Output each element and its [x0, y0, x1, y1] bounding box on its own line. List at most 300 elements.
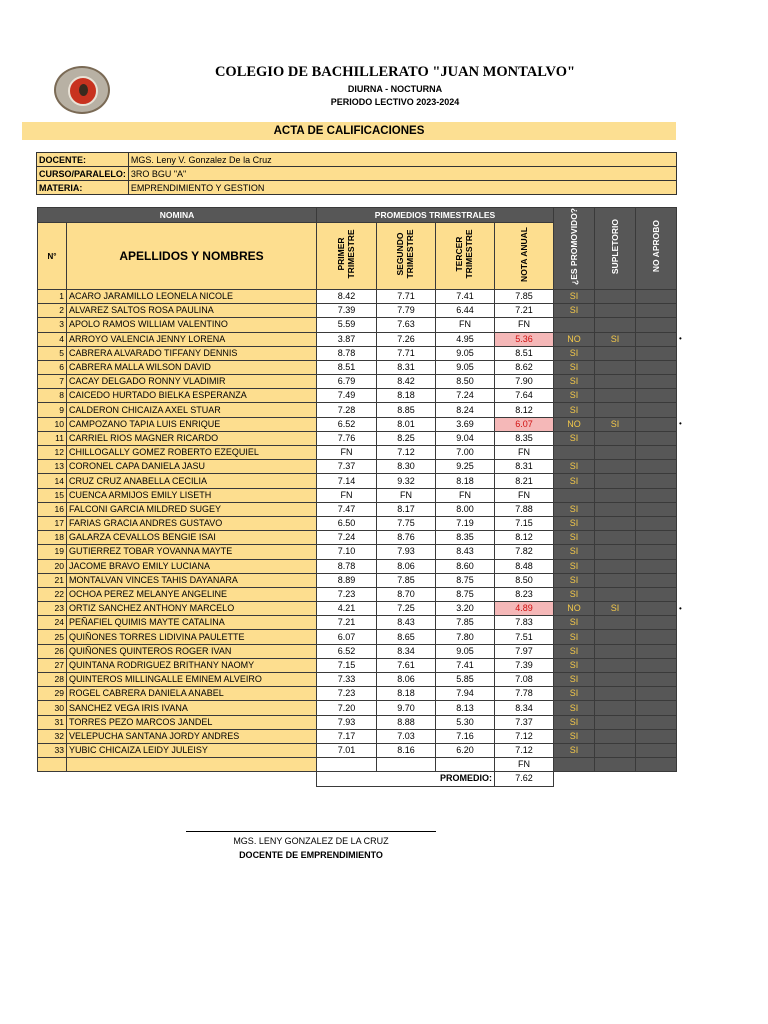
- row-number: 10: [38, 417, 67, 431]
- student-name: CAICEDO HURTADO BIELKA ESPERANZA: [67, 389, 317, 403]
- table-row: [38, 673, 677, 687]
- table-row: [38, 644, 677, 658]
- t2-grade: 7.79: [377, 304, 436, 318]
- table-row: [38, 431, 677, 445]
- subject-label: MATERIA:: [37, 181, 129, 195]
- row-number: 3: [38, 318, 67, 332]
- t1-grade: FN: [317, 488, 377, 502]
- spacer-cell: [595, 772, 636, 786]
- blank-num-cell: [38, 758, 67, 772]
- promedios-header: PROMEDIOS TRIMESTRALES: [317, 208, 554, 223]
- spacer-cell: [554, 772, 595, 786]
- row-number: 14: [38, 474, 67, 488]
- student-name: FARIAS GRACIA ANDRES GUSTAVO: [67, 516, 317, 530]
- t2-grade: 7.75: [377, 516, 436, 530]
- no-aprobo-cell: [636, 673, 677, 687]
- promoted-cell: NO: [554, 602, 595, 616]
- t3-grade: 7.00: [436, 446, 495, 460]
- promoted-cell: SI: [554, 346, 595, 360]
- student-name: APOLO RAMOS WILLIAM VALENTINO: [67, 318, 317, 332]
- supletorio-cell: [595, 389, 636, 403]
- supletorio-cell: SI: [595, 417, 636, 431]
- student-name: CACAY DELGADO RONNY VLADIMIR: [67, 375, 317, 389]
- student-name: GALARZA CEVALLOS BENGIE ISAI: [67, 531, 317, 545]
- annual-grade: 7.39: [495, 658, 554, 672]
- student-name: CABRERA MALLA WILSON DAVID: [67, 360, 317, 374]
- teacher-value: MGS. Leny V. Gonzalez De la Cruz: [128, 153, 676, 167]
- student-name: CHILLOGALLY GOMEZ ROBERTO EZEQUIEL: [67, 446, 317, 460]
- blank-t2-cell: [377, 758, 436, 772]
- annual-grade: FN: [495, 446, 554, 460]
- signature-name: MGS. LENY GONZALEZ DE LA CRUZ: [233, 836, 389, 846]
- promoted-cell: SI: [554, 644, 595, 658]
- t2-grade: 8.18: [377, 687, 436, 701]
- t1-grade: 8.89: [317, 573, 377, 587]
- annual-grade: 8.21: [495, 474, 554, 488]
- annual-grade: FN: [495, 318, 554, 332]
- t3-grade: 8.18: [436, 474, 495, 488]
- supletorio-cell: [595, 658, 636, 672]
- no-aprobo-cell: [636, 630, 677, 644]
- t1-grade: 7.47: [317, 502, 377, 516]
- annual-grade: 8.51: [495, 346, 554, 360]
- no-aprobo-cell: [636, 417, 677, 431]
- no-aprobo-cell: [636, 375, 677, 389]
- t1-grade: 7.10: [317, 545, 377, 559]
- t3-grade: 7.94: [436, 687, 495, 701]
- supletorio-cell: [595, 431, 636, 445]
- student-name: CORONEL CAPA DANIELA JASU: [67, 460, 317, 474]
- t3-grade: 5.30: [436, 715, 495, 729]
- t1-grade: 8.78: [317, 559, 377, 573]
- annual-grade: 7.90: [495, 375, 554, 389]
- no-aprobo-cell: [636, 389, 677, 403]
- student-name: CUENCA ARMIJOS EMILY LISETH: [67, 488, 317, 502]
- annual-grade: 8.31: [495, 460, 554, 474]
- t3-grade: 8.35: [436, 531, 495, 545]
- t3-grade: 7.24: [436, 389, 495, 403]
- school-title: COLEGIO DE BACHILLERATO "JUAN MONTALVO": [214, 64, 576, 80]
- no-aprobo-cell: [636, 304, 677, 318]
- t3-header: TERCER TRIMESTRE: [436, 223, 495, 290]
- table-row: [38, 701, 677, 715]
- no-aprobo-header: NO APROBO: [636, 208, 677, 290]
- t1-grade: 7.28: [317, 403, 377, 417]
- t2-grade: 8.70: [377, 587, 436, 601]
- no-aprobo-cell: [636, 573, 677, 587]
- annual-grade: 8.62: [495, 360, 554, 374]
- t3-grade: 6.44: [436, 304, 495, 318]
- t3-grade: 8.24: [436, 403, 495, 417]
- promoted-cell: SI: [554, 559, 595, 573]
- t1-grade: 7.21: [317, 616, 377, 630]
- t2-grade: 7.71: [377, 346, 436, 360]
- course-value: 3RO BGU "A": [128, 167, 676, 181]
- no-aprobo-cell: [636, 545, 677, 559]
- supletorio-cell: [595, 460, 636, 474]
- t3-grade: 7.16: [436, 729, 495, 743]
- t1-grade: 6.07: [317, 630, 377, 644]
- student-name: QUIÑONES TORRES LIDIVINA PAULETTE: [67, 630, 317, 644]
- t1-grade: 6.50: [317, 516, 377, 530]
- t2-grade: 8.43: [377, 616, 436, 630]
- supletorio-cell: [595, 360, 636, 374]
- table-row: [38, 729, 677, 743]
- t3-grade: 9.05: [436, 346, 495, 360]
- no-aprobo-cell: [636, 289, 677, 303]
- annual-grade: 8.35: [495, 431, 554, 445]
- table-row: [38, 559, 677, 573]
- table-row: [38, 474, 677, 488]
- student-name: MONTALVAN VINCES TAHIS DAYANARA: [67, 573, 317, 587]
- t1-grade: 7.93: [317, 715, 377, 729]
- t2-grade: 8.18: [377, 389, 436, 403]
- student-name: QUINTEROS MILLINGALLE EMINEM ALVEIRO: [67, 673, 317, 687]
- supletorio-cell: SI: [595, 602, 636, 616]
- name-header: APELLIDOS Y NOMBRES: [67, 223, 317, 290]
- promoted-cell: SI: [554, 403, 595, 417]
- t2-grade: 7.03: [377, 729, 436, 743]
- no-aprobo-cell: [636, 403, 677, 417]
- spacer-cell: [636, 772, 677, 786]
- table-row: [38, 318, 677, 332]
- row-marker-dot: •: [679, 419, 682, 429]
- grades-table: [37, 207, 677, 787]
- annual-grade: 6.07: [495, 417, 554, 431]
- supletorio-cell: [595, 474, 636, 488]
- t2-grade: 7.12: [377, 446, 436, 460]
- t2-grade: 7.61: [377, 658, 436, 672]
- row-number: 4: [38, 332, 67, 346]
- t2-grade: 9.32: [377, 474, 436, 488]
- t2-grade: 8.06: [377, 673, 436, 687]
- table-row: [38, 389, 677, 403]
- no-aprobo-cell: [636, 616, 677, 630]
- annual-grade: 7.97: [495, 644, 554, 658]
- t2-grade: 8.31: [377, 360, 436, 374]
- t1-grade: 6.52: [317, 644, 377, 658]
- no-aprobo-cell: [636, 658, 677, 672]
- t3-grade: 4.95: [436, 332, 495, 346]
- promoted-cell: SI: [554, 729, 595, 743]
- annual-header: NOTA ANUAL: [495, 223, 554, 290]
- supletorio-cell: [595, 346, 636, 360]
- no-aprobo-cell: [636, 587, 677, 601]
- no-aprobo-cell: [636, 502, 677, 516]
- row-number: 8: [38, 389, 67, 403]
- t3-grade: 8.50: [436, 375, 495, 389]
- t2-grade: 8.01: [377, 417, 436, 431]
- student-name: QUINTANA RODRIGUEZ BRITHANY NAOMY: [67, 658, 317, 672]
- supletorio-cell: [595, 289, 636, 303]
- no-aprobo-cell: [636, 360, 677, 374]
- promoted-cell: SI: [554, 375, 595, 389]
- t1-grade: 7.39: [317, 304, 377, 318]
- table-row: [38, 403, 677, 417]
- subject-value: EMPRENDIMIENTO Y GESTION: [128, 181, 676, 195]
- table-row: [38, 516, 677, 530]
- annual-grade: 7.12: [495, 729, 554, 743]
- promoted-cell: SI: [554, 289, 595, 303]
- table-row: [38, 743, 677, 757]
- student-name: CALDERON CHICAIZA AXEL STUAR: [67, 403, 317, 417]
- table-row: [38, 658, 677, 672]
- t1-grade: 7.23: [317, 587, 377, 601]
- student-name: CRUZ CRUZ ANABELLA CECILIA: [67, 474, 317, 488]
- supletorio-cell: [595, 573, 636, 587]
- row-number: 21: [38, 573, 67, 587]
- row-number: 27: [38, 658, 67, 672]
- row-number: 24: [38, 616, 67, 630]
- no-aprobo-cell: [636, 332, 677, 346]
- t1-grade: 7.15: [317, 658, 377, 672]
- nomina-header: NOMINA: [38, 208, 317, 223]
- course-label: CURSO/PARALELO:: [37, 167, 129, 181]
- t2-grade: 8.88: [377, 715, 436, 729]
- row-number: 19: [38, 545, 67, 559]
- t3-grade: 8.13: [436, 701, 495, 715]
- t3-grade: 7.19: [436, 516, 495, 530]
- t3-grade: FN: [436, 318, 495, 332]
- promoted-cell: SI: [554, 474, 595, 488]
- supletorio-header: SUPLETORIO: [595, 208, 636, 290]
- teacher-label: DOCENTE:: [37, 153, 129, 167]
- supletorio-cell: [595, 715, 636, 729]
- t1-grade: 4.21: [317, 602, 377, 616]
- t2-grade: 7.71: [377, 289, 436, 303]
- t1-grade: 7.17: [317, 729, 377, 743]
- row-number: 26: [38, 644, 67, 658]
- school-shift: DIURNA - NOCTURNA: [347, 84, 443, 94]
- annual-grade: 7.88: [495, 502, 554, 516]
- promoted-cell: [554, 318, 595, 332]
- supletorio-cell: [595, 673, 636, 687]
- table-row: [38, 587, 677, 601]
- t1-grade: 7.33: [317, 673, 377, 687]
- t2-grade: FN: [377, 488, 436, 502]
- t1-grade: FN: [317, 446, 377, 460]
- supletorio-cell: [595, 318, 636, 332]
- annual-grade: 8.50: [495, 573, 554, 587]
- supletorio-cell: [595, 502, 636, 516]
- t3-grade: 9.05: [436, 360, 495, 374]
- t3-grade: FN: [436, 488, 495, 502]
- row-number: 13: [38, 460, 67, 474]
- t2-grade: 9.70: [377, 701, 436, 715]
- supletorio-cell: [595, 687, 636, 701]
- t3-grade: 3.20: [436, 602, 495, 616]
- student-name: FALCONI GARCIA MILDRED SUGEY: [67, 502, 317, 516]
- t1-grade: 5.59: [317, 318, 377, 332]
- no-aprobo-cell: [636, 516, 677, 530]
- row-number: 31: [38, 715, 67, 729]
- supletorio-cell: [595, 446, 636, 460]
- t3-grade: 8.43: [436, 545, 495, 559]
- promoted-cell: SI: [554, 687, 595, 701]
- annual-grade: 7.12: [495, 743, 554, 757]
- no-aprobo-cell: [636, 602, 677, 616]
- t3-grade: 6.20: [436, 743, 495, 757]
- promoted-cell: SI: [554, 502, 595, 516]
- t1-grade: 6.52: [317, 417, 377, 431]
- table-row: [38, 687, 677, 701]
- supletorio-cell: [595, 644, 636, 658]
- t1-grade: 8.42: [317, 289, 377, 303]
- blank-sup-cell: [595, 758, 636, 772]
- student-name: QUIÑONES QUINTEROS ROGER IVAN: [67, 644, 317, 658]
- signature-line: [186, 831, 436, 832]
- spacer-cell: [38, 772, 67, 786]
- student-name: CABRERA ALVARADO TIFFANY DENNIS: [67, 346, 317, 360]
- annual-grade: 7.64: [495, 389, 554, 403]
- t1-grade: 7.01: [317, 743, 377, 757]
- annual-grade: 5.36: [495, 332, 554, 346]
- annual-grade: 7.83: [495, 616, 554, 630]
- promoted-cell: SI: [554, 701, 595, 715]
- supletorio-cell: [595, 545, 636, 559]
- t3-grade: 7.85: [436, 616, 495, 630]
- student-name: CARRIEL RIOS MAGNER RICARDO: [67, 431, 317, 445]
- t3-grade: 9.05: [436, 644, 495, 658]
- table-row: [38, 446, 677, 460]
- student-name: ALVAREZ SALTOS ROSA PAULINA: [67, 304, 317, 318]
- annual-grade: 8.23: [495, 587, 554, 601]
- promoted-cell: SI: [554, 389, 595, 403]
- supletorio-cell: [595, 616, 636, 630]
- supletorio-cell: SI: [595, 332, 636, 346]
- blank-name-cell: [67, 758, 317, 772]
- annual-grade: 7.82: [495, 545, 554, 559]
- student-name: TORRES PEZO MARCOS JANDEL: [67, 715, 317, 729]
- supletorio-cell: [595, 488, 636, 502]
- school-period: PERIODO LECTIVO 2023-2024: [330, 97, 460, 107]
- annual-grade: 7.51: [495, 630, 554, 644]
- t2-grade: 8.25: [377, 431, 436, 445]
- no-aprobo-cell: [636, 531, 677, 545]
- signature-role: DOCENTE DE EMPRENDIMIENTO: [239, 850, 383, 860]
- no-aprobo-cell: [636, 446, 677, 460]
- supletorio-cell: [595, 701, 636, 715]
- annual-grade: 8.48: [495, 559, 554, 573]
- blank-t3-cell: [436, 758, 495, 772]
- promoted-cell: SI: [554, 587, 595, 601]
- t3-grade: 8.75: [436, 587, 495, 601]
- student-name: VELEPUCHA SANTANA JORDY ANDRES: [67, 729, 317, 743]
- supletorio-cell: [595, 630, 636, 644]
- table-row: [38, 531, 677, 545]
- annual-grade: 7.37: [495, 715, 554, 729]
- promoted-cell: SI: [554, 673, 595, 687]
- promoted-cell: [554, 446, 595, 460]
- promoted-cell: SI: [554, 360, 595, 374]
- no-aprobo-cell: [636, 346, 677, 360]
- blank-noap-cell: [636, 758, 677, 772]
- blank-t1-cell: [317, 758, 377, 772]
- t3-grade: 8.00: [436, 502, 495, 516]
- t1-grade: 7.37: [317, 460, 377, 474]
- t2-grade: 8.42: [377, 375, 436, 389]
- promoted-cell: SI: [554, 304, 595, 318]
- school-seal-logo: [54, 66, 110, 114]
- no-aprobo-cell: [636, 715, 677, 729]
- t3-grade: 5.85: [436, 673, 495, 687]
- t3-grade: 8.75: [436, 573, 495, 587]
- student-name: YUBIC CHICAIZA LEIDY JULEISY: [67, 743, 317, 757]
- supletorio-cell: [595, 516, 636, 530]
- t3-grade: 8.60: [436, 559, 495, 573]
- student-name: OCHOA PEREZ MELANYE ANGELINE: [67, 587, 317, 601]
- no-aprobo-cell: [636, 474, 677, 488]
- no-aprobo-cell: [636, 460, 677, 474]
- promoted-cell: SI: [554, 658, 595, 672]
- t2-grade: 8.17: [377, 502, 436, 516]
- table-row: [38, 630, 677, 644]
- t2-grade: 8.85: [377, 403, 436, 417]
- t2-grade: 8.65: [377, 630, 436, 644]
- promoted-cell: SI: [554, 630, 595, 644]
- promoted-cell: SI: [554, 743, 595, 757]
- supletorio-cell: [595, 587, 636, 601]
- row-number: 18: [38, 531, 67, 545]
- no-aprobo-cell: [636, 431, 677, 445]
- row-number: 6: [38, 360, 67, 374]
- annual-grade: 7.15: [495, 516, 554, 530]
- t2-grade: 7.63: [377, 318, 436, 332]
- student-name: ORTIZ SANCHEZ ANTHONY MARCELO: [67, 602, 317, 616]
- row-number: 15: [38, 488, 67, 502]
- t1-grade: 6.79: [317, 375, 377, 389]
- t1-grade: 7.14: [317, 474, 377, 488]
- no-aprobo-cell: [636, 701, 677, 715]
- table-row: [38, 346, 677, 360]
- promoted-cell: SI: [554, 431, 595, 445]
- student-name: SANCHEZ VEGA IRIS IVANA: [67, 701, 317, 715]
- num-header: N°: [38, 223, 67, 290]
- table-row: [38, 375, 677, 389]
- promedio-label: PROMEDIO:: [317, 772, 495, 786]
- row-number: 17: [38, 516, 67, 530]
- no-aprobo-cell: [636, 743, 677, 757]
- table-row: [38, 545, 677, 559]
- table-row: [38, 304, 677, 318]
- table-row: [38, 616, 677, 630]
- student-name: ARROYO VALENCIA JENNY LORENA: [67, 332, 317, 346]
- student-name: JACOME BRAVO EMILY LUCIANA: [67, 559, 317, 573]
- t1-grade: 7.76: [317, 431, 377, 445]
- t1-grade: 7.49: [317, 389, 377, 403]
- annual-grade: 7.08: [495, 673, 554, 687]
- student-name: ACARO JARAMILLO LEONELA NICOLE: [67, 289, 317, 303]
- table-row: [38, 289, 677, 303]
- table-row: [38, 715, 677, 729]
- t2-grade: 8.06: [377, 559, 436, 573]
- supletorio-cell: [595, 729, 636, 743]
- row-number: 29: [38, 687, 67, 701]
- t2-grade: 7.93: [377, 545, 436, 559]
- student-name: PEÑAFIEL QUIMIS MAYTE CATALINA: [67, 616, 317, 630]
- t2-grade: 7.25: [377, 602, 436, 616]
- t3-grade: 9.25: [436, 460, 495, 474]
- t1-grade: 8.51: [317, 360, 377, 374]
- promedio-value: 7.62: [495, 772, 554, 786]
- row-number: 25: [38, 630, 67, 644]
- promoted-cell: SI: [554, 531, 595, 545]
- row-number: 23: [38, 602, 67, 616]
- document-title: ACTA DE CALIFICACIONES: [22, 122, 676, 140]
- row-number: 16: [38, 502, 67, 516]
- no-aprobo-cell: [636, 318, 677, 332]
- supletorio-cell: [595, 375, 636, 389]
